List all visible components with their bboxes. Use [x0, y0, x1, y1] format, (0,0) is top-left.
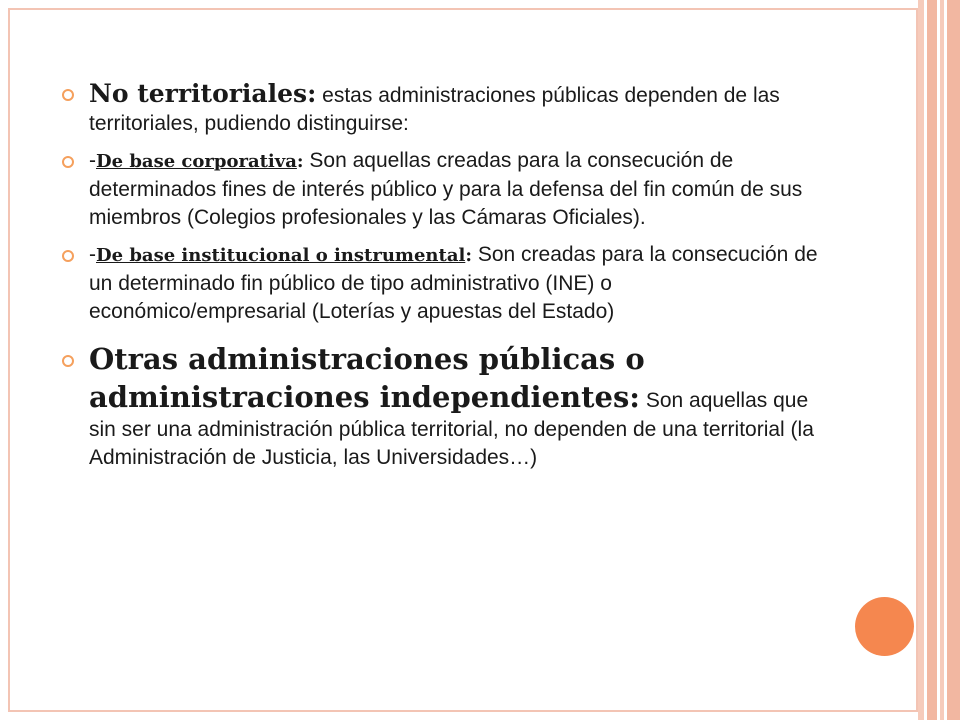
item-colon: : [296, 151, 304, 172]
stripe [940, 0, 944, 720]
stripe [918, 0, 924, 720]
list-item [62, 147, 832, 232]
stripe [947, 0, 960, 720]
item-title: No territoriales: [89, 79, 317, 108]
list-item [62, 80, 832, 138]
decorative-stripes [918, 0, 960, 720]
decorative-circle [855, 597, 914, 656]
item-title: De base institucional o instrumental [96, 245, 466, 266]
list-item [62, 340, 832, 472]
item-title: Otras administraciones públicas o administraciones independientes: [89, 342, 645, 414]
list-item [62, 241, 832, 326]
item-colon: : [465, 245, 472, 266]
item-prefix: - [89, 149, 96, 172]
item-text: estas administraciones públicas dependen de las territoriales, pudiendo distinguirse: [89, 84, 780, 135]
circle-bullet-icon [62, 355, 74, 367]
item-prefix: - [89, 243, 96, 266]
bullet-list [62, 80, 832, 481]
stripe [927, 0, 937, 720]
item-title: De base corporativa [96, 151, 297, 172]
item-text: Son aquellas que sin ser una administración pública territorial, no dependen de una territorial (la Administración de Justicia, las Universidades…) [89, 389, 814, 469]
item-text: Son aquellas creadas para la consecución de determinados fines de interés público y para la defensa del fin común de sus miembros (Colegios profesionales y las Cámaras Oficiales). [89, 149, 803, 229]
circle-bullet-icon [62, 250, 74, 262]
circle-bullet-icon [62, 89, 74, 101]
item-text: Son creadas para la consecución de un determinado fin público de tipo administrativo (INE) o económico/empresarial (Loterías y apuestas del Estado) [89, 243, 818, 323]
circle-bullet-icon [62, 156, 74, 168]
